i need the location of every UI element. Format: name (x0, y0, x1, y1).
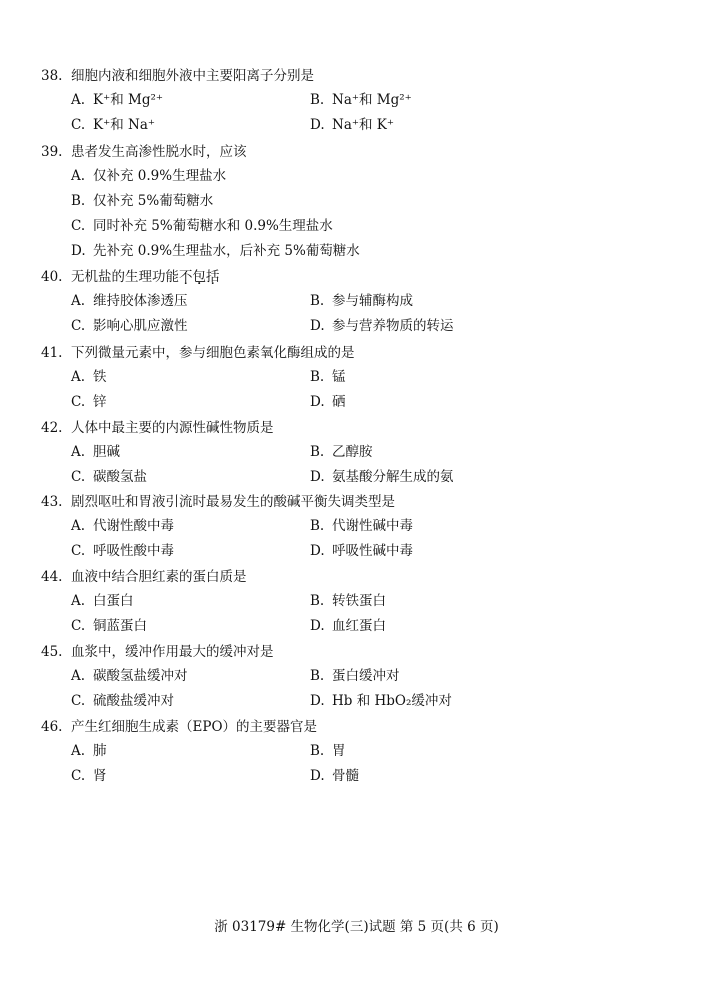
question-number: 46. (41, 719, 63, 735)
option-text: 胃 (332, 743, 346, 759)
question-stem (41, 565, 681, 589)
option-text: Hb 和 HbO₂缓冲对 (332, 693, 452, 709)
option-text: 仅补充 0.9%生理盐水 (93, 168, 227, 184)
question-46 (41, 715, 681, 784)
option-d (71, 239, 360, 263)
option-b (310, 440, 373, 464)
option-letter: C. (71, 618, 86, 634)
option-a (71, 365, 107, 389)
option-d (310, 314, 454, 338)
option-letter: D. (310, 117, 325, 133)
question-number: 43. (41, 494, 63, 510)
question-stem (41, 715, 681, 739)
option-text: 碳酸氢盐 (93, 469, 147, 485)
option-letter: D. (310, 618, 325, 634)
option-text: 胆碱 (93, 444, 120, 460)
option-letter: C. (71, 218, 86, 234)
option-text: 代谢性碱中毒 (332, 518, 413, 534)
option-c (71, 465, 147, 489)
question-stem (41, 640, 681, 664)
option-text: 骨髓 (332, 768, 359, 784)
option-letter: A. (71, 369, 86, 385)
question-number: 44. (41, 569, 63, 585)
question-38 (41, 64, 681, 133)
option-a (71, 739, 107, 763)
option-d (310, 390, 346, 414)
question-text: 产生红细胞生成素（EPO）的主要器官是 (71, 719, 318, 735)
option-b (310, 739, 346, 763)
option-c (71, 614, 147, 638)
option-c (71, 214, 333, 238)
question-41 (41, 341, 681, 410)
option-a (71, 664, 188, 688)
option-c (71, 113, 155, 137)
option-letter: D. (310, 318, 325, 334)
option-text: 血红蛋白 (332, 618, 386, 634)
option-letter: C. (71, 394, 86, 410)
emphasis-text (179, 269, 220, 285)
question-number: 42. (41, 420, 63, 436)
question-text: 细胞内液和细胞外液中主要阳离子分别是 (71, 68, 314, 84)
option-d (310, 764, 359, 788)
question-number: 39. (41, 144, 63, 160)
question-stem (41, 64, 681, 88)
emphasis-char: 括 (206, 269, 220, 285)
option-letter: B. (71, 193, 86, 209)
option-letter: C. (71, 318, 86, 334)
option-text: 呼吸性碱中毒 (332, 543, 413, 559)
option-letter: D. (310, 469, 325, 485)
option-text: 先补充 0.9%生理盐水，后补充 5%葡萄糖水 (93, 243, 360, 259)
option-letter: A. (71, 743, 86, 759)
option-text: 代谢性酸中毒 (93, 518, 174, 534)
option-letter: A. (71, 444, 86, 460)
question-39 (41, 140, 681, 259)
option-text: 仅补充 5%葡萄糖水 (93, 193, 214, 209)
option-letter: B. (310, 593, 325, 609)
option-text: 参与营养物质的转运 (332, 318, 454, 334)
option-text: 碳酸氢盐缓冲对 (93, 668, 188, 684)
option-letter: C. (71, 693, 86, 709)
option-letter: C. (71, 469, 86, 485)
option-letter: A. (71, 668, 86, 684)
option-text: 铜蓝蛋白 (93, 618, 147, 634)
option-text: 氨基酸分解生成的氨 (332, 469, 454, 485)
option-d (310, 465, 454, 489)
option-letter: D. (310, 394, 325, 410)
option-letter: A. (71, 518, 86, 534)
option-d (310, 614, 386, 638)
option-letter: B. (310, 92, 325, 108)
option-text: 转铁蛋白 (332, 593, 386, 609)
option-c (71, 689, 174, 713)
question-text: 血浆中，缓冲作用最大的缓冲对是 (71, 644, 274, 660)
question-number: 40. (41, 269, 63, 285)
option-letter: A. (71, 92, 86, 108)
option-text: 锌 (93, 394, 107, 410)
option-b (310, 514, 413, 538)
option-a (71, 440, 120, 464)
question-stem (41, 140, 681, 164)
emphasis-chars (179, 269, 220, 285)
option-c (71, 764, 107, 788)
option-letter: C. (71, 543, 86, 559)
option-letter: D. (310, 693, 325, 709)
option-b (310, 664, 400, 688)
option-letter: B. (310, 293, 325, 309)
question-number: 41. (41, 345, 63, 361)
option-text: 白蛋白 (93, 593, 134, 609)
question-44 (41, 565, 681, 634)
option-c (71, 314, 188, 338)
option-a (71, 164, 226, 188)
question-number: 45. (41, 644, 63, 660)
option-text: Na⁺和 K⁺ (332, 117, 394, 133)
question-43 (41, 490, 681, 559)
option-text: 铁 (93, 369, 107, 385)
option-letter: B. (310, 743, 325, 759)
page-footer: 浙 03179# 生物化学(三)试题 第 5 页(共 6 页) (214, 919, 499, 935)
option-letter: B. (310, 444, 325, 460)
option-text: K⁺和 Mg²⁺ (93, 92, 164, 108)
option-b (310, 289, 413, 313)
option-d (310, 539, 413, 563)
question-text: 患者发生高渗性脱水时，应该 (71, 144, 247, 160)
question-stem (41, 490, 681, 514)
option-letter: C. (71, 117, 86, 133)
option-letter: A. (71, 593, 86, 609)
option-letter: B. (310, 668, 325, 684)
question-stem (41, 265, 681, 289)
option-text: 蛋白缓冲对 (332, 668, 400, 684)
option-c (71, 539, 174, 563)
option-a (71, 589, 134, 613)
question-text: 血液中结合胆红素的蛋白质是 (71, 569, 247, 585)
option-letter: B. (310, 518, 325, 534)
option-letter: D. (71, 243, 86, 259)
question-text: 无机盐的生理功能 (71, 269, 179, 285)
option-text: Na⁺和 Mg²⁺ (332, 92, 412, 108)
option-text: 影响心肌应激性 (93, 318, 188, 334)
option-b (71, 189, 213, 213)
option-a (71, 289, 188, 313)
question-42 (41, 416, 681, 485)
option-letter: A. (71, 293, 86, 309)
option-letter: B. (310, 369, 325, 385)
option-letter: D. (310, 768, 325, 784)
option-text: 硒 (332, 394, 346, 410)
option-text: 呼吸性酸中毒 (93, 543, 174, 559)
question-stem (41, 416, 681, 440)
question-stem (41, 341, 681, 365)
question-text: 下列微量元素中，参与细胞色素氧化酶组成的是 (71, 345, 355, 361)
option-b (310, 365, 346, 389)
option-c (71, 390, 107, 414)
option-text: 硫酸盐缓冲对 (93, 693, 174, 709)
option-text: K⁺和 Na⁺ (93, 117, 155, 133)
option-letter: C. (71, 768, 86, 784)
option-text: 参与辅酶构成 (332, 293, 413, 309)
option-letter: A. (71, 168, 86, 184)
option-b (310, 589, 386, 613)
question-text: 人体中最主要的内源性碱性物质是 (71, 420, 274, 436)
option-d (310, 113, 394, 137)
question-text: 剧烈呕吐和胃液引流时最易发生的酸碱平衡失调类型是 (71, 494, 395, 510)
option-a (71, 514, 174, 538)
option-b (310, 88, 412, 112)
option-text: 肾 (93, 768, 107, 784)
option-text: 乙醇胺 (332, 444, 373, 460)
option-text: 肺 (93, 743, 107, 759)
question-number: 38. (41, 68, 63, 84)
option-text: 锰 (332, 369, 346, 385)
question-45 (41, 640, 681, 709)
option-a (71, 88, 163, 112)
option-letter: D. (310, 543, 325, 559)
emphasis-char: 不 (179, 269, 193, 285)
option-d (310, 689, 452, 713)
emphasis-char: 包 (192, 269, 206, 285)
question-40 (41, 265, 681, 334)
option-text: 维持胶体渗透压 (93, 293, 188, 309)
option-text: 同时补充 5%葡萄糖水和 0.9%生理盐水 (93, 218, 333, 234)
